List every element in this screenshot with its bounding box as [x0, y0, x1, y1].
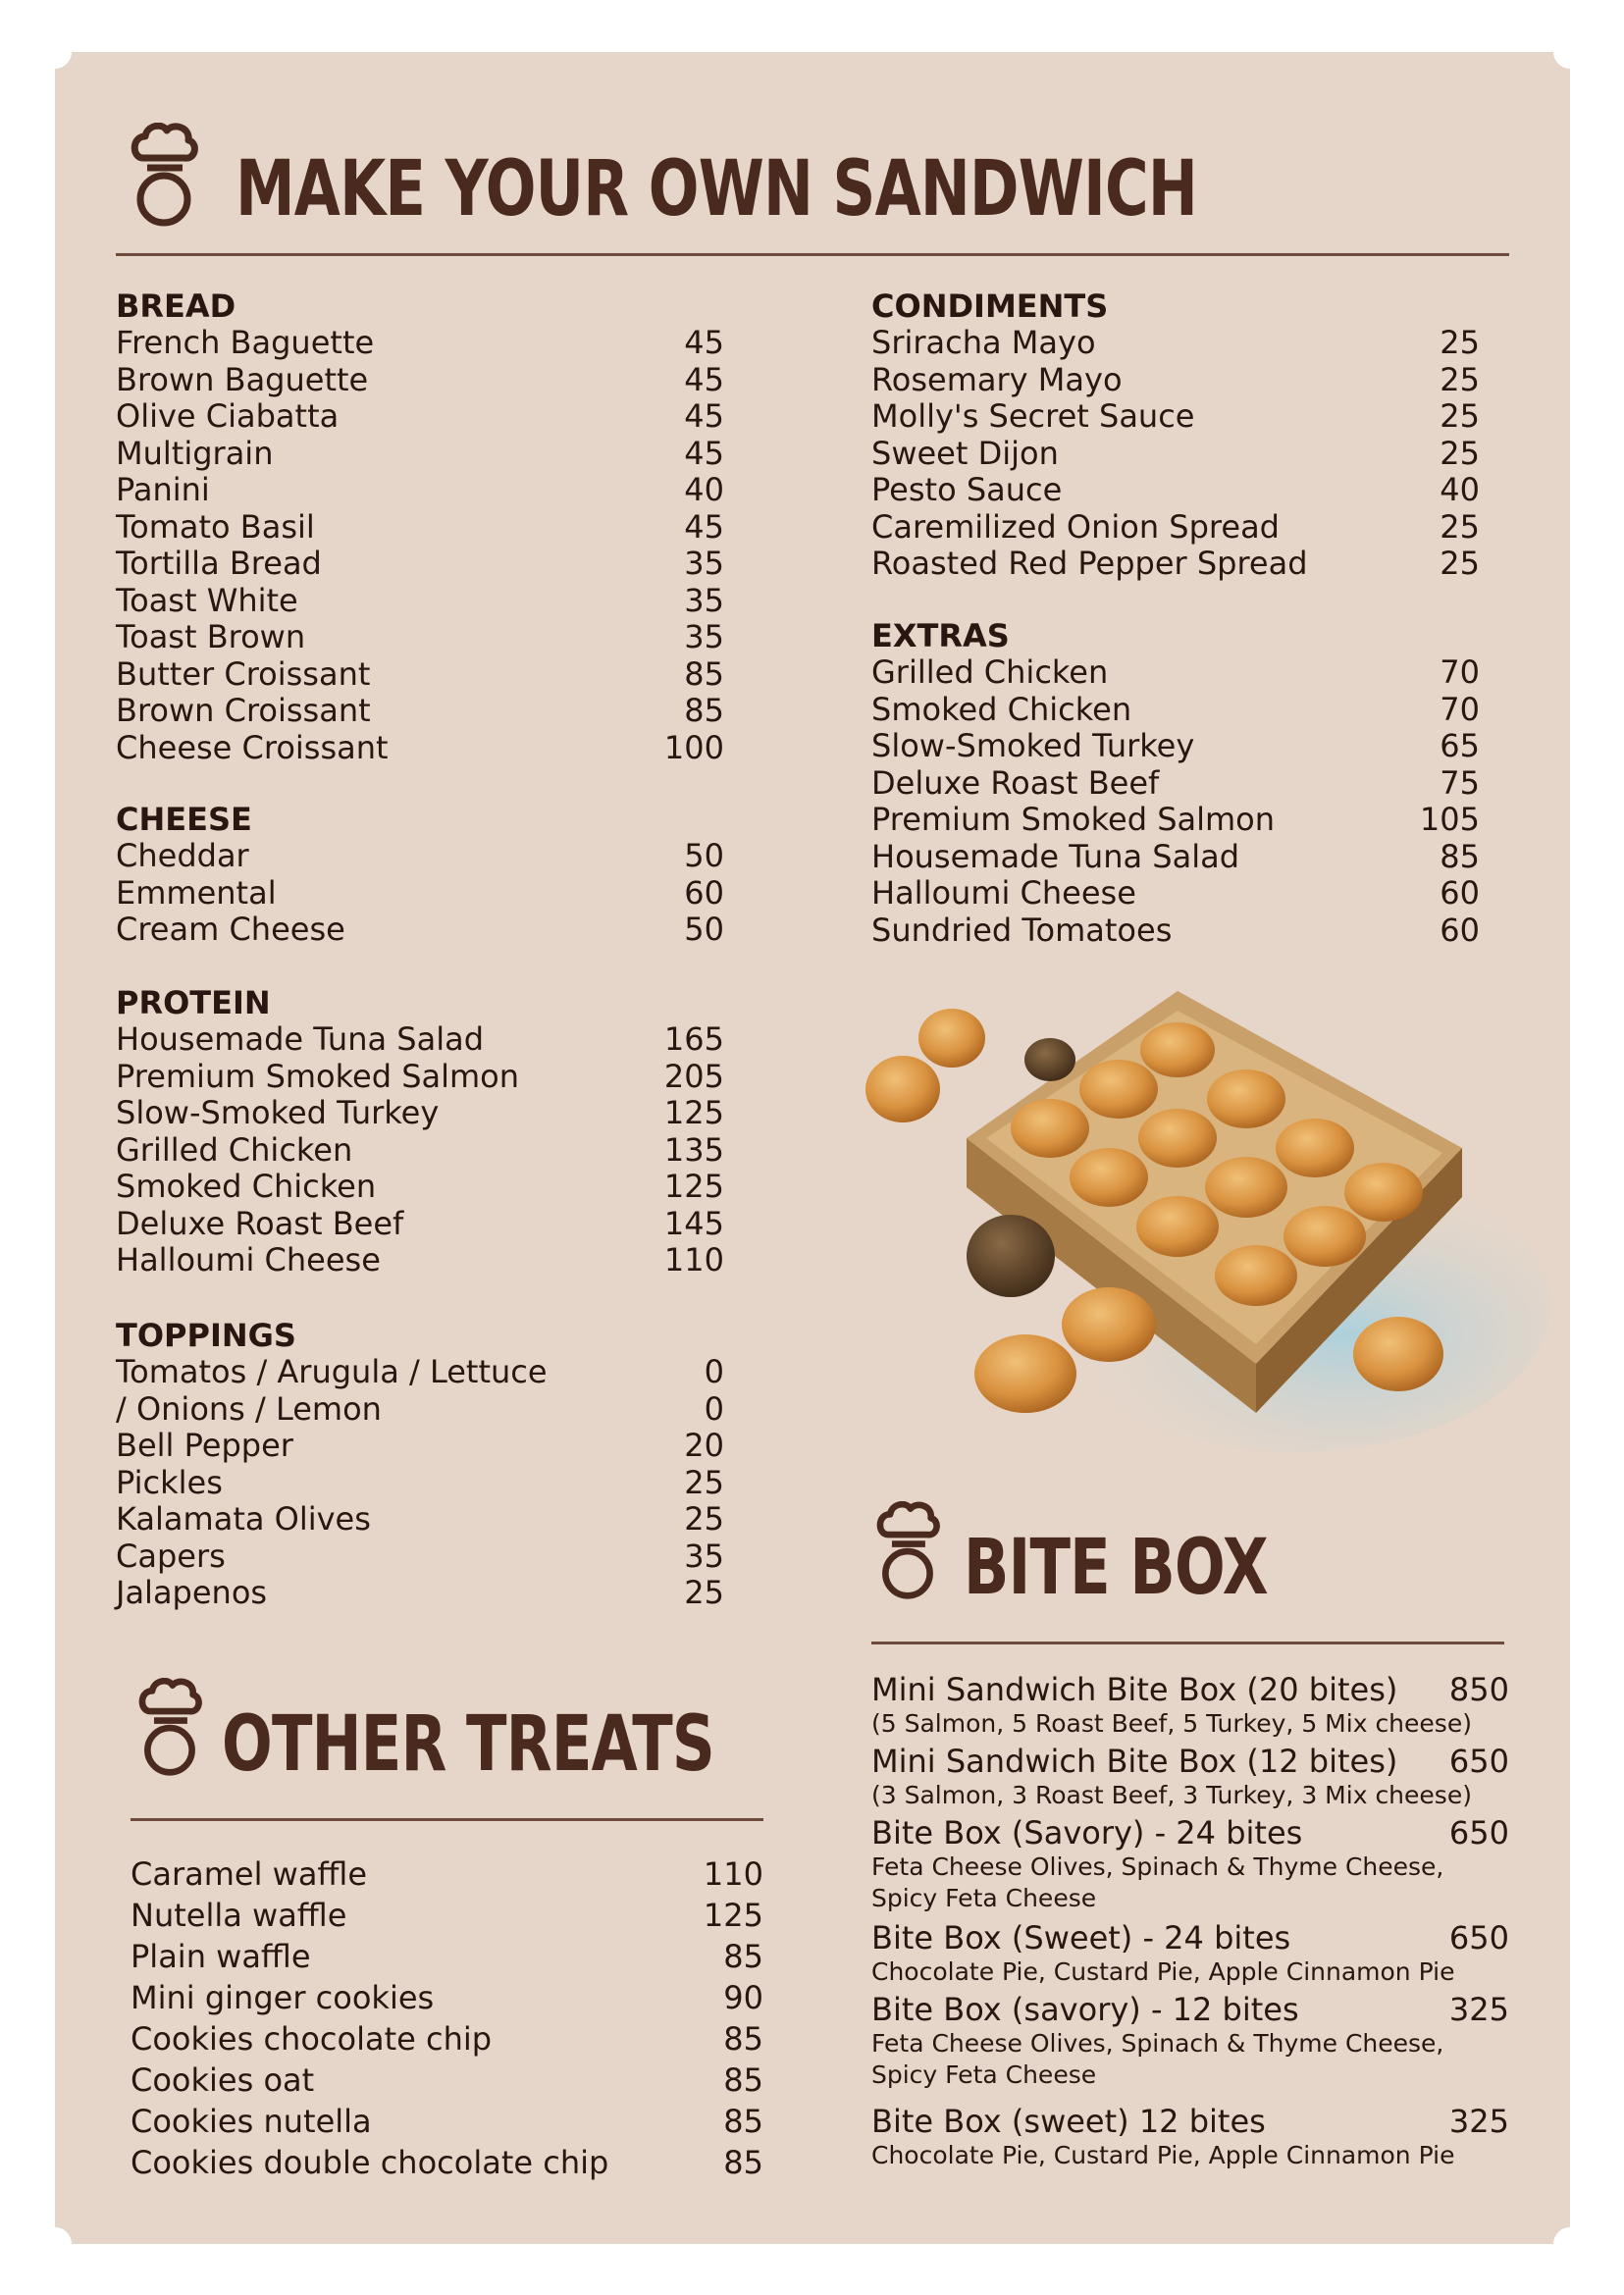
bite-box-divider	[871, 1642, 1504, 1644]
menu-item-row	[116, 730, 724, 767]
menu-item-row	[116, 838, 724, 875]
protein-section	[116, 985, 724, 1279]
section-title: CHEESE	[116, 801, 252, 838]
item-name: Molly's Secret Sauce	[871, 397, 1195, 435]
item-price: 70	[1440, 690, 1480, 728]
item-price: 85	[684, 654, 724, 693]
menu-item-row	[116, 1059, 724, 1096]
item-price: 45	[684, 507, 724, 546]
item-name: Cookies double chocolate chip	[131, 2144, 609, 2181]
bread-section	[116, 288, 724, 766]
item-price: 25	[1440, 434, 1480, 472]
section-title: PROTEIN	[116, 984, 271, 1021]
list-item	[871, 1814, 1509, 1914]
item-price: 25	[684, 1574, 724, 1611]
item-name: French Baguette	[116, 324, 375, 361]
section-title: EXTRAS	[871, 617, 1010, 654]
menu-item-row	[116, 1021, 724, 1059]
corner-notch	[1553, 2227, 1587, 2261]
item-price: 0	[704, 1389, 724, 1428]
item-price: 0	[704, 1353, 724, 1390]
bite-box-heading: BITE BOX	[964, 1524, 1268, 1612]
item-name: Pesto Sauce	[871, 471, 1063, 508]
condiments-list	[871, 325, 1480, 583]
item-price: 100	[663, 728, 724, 766]
cheese-section	[116, 802, 724, 949]
item-name: Deluxe Roast Beef	[871, 763, 1160, 802]
menu-item-row	[116, 1095, 724, 1132]
item-name: Butter Croissant	[116, 654, 371, 693]
item-price: 110	[703, 1855, 763, 1893]
item-price: 60	[684, 873, 724, 912]
menu-item-row	[116, 1206, 724, 1243]
item-description: Spicy Feta Cheese	[871, 2060, 1097, 2089]
make-your-own-heading: MAKE YOUR OWN SANDWICH	[236, 145, 1197, 234]
item-description: Feta Cheese Olives, Spinach & Thyme Cheese,	[871, 2029, 1444, 2058]
condiments-section	[871, 288, 1480, 583]
item-name: Caramel waffle	[131, 1855, 368, 1893]
menu-item-row	[131, 2060, 763, 2101]
item-name: Slow-Smoked Turkey	[116, 1094, 440, 1131]
item-price: 45	[684, 324, 724, 361]
menu-item-row	[131, 1895, 763, 1936]
item-name: Mini ginger cookies	[131, 1979, 435, 2016]
chef-hat-icon	[130, 123, 198, 231]
other-treats-list	[131, 1853, 763, 2183]
item-name: Mini Sandwich Bite Box (20 bites)	[871, 1671, 1398, 1708]
item-price: 85	[1440, 837, 1480, 875]
menu-item-row	[131, 2018, 763, 2060]
item-price: 110	[663, 1241, 724, 1278]
menu-item-row	[116, 1575, 724, 1612]
chef-hat-icon	[875, 1501, 940, 1603]
menu-item-row	[116, 1391, 724, 1429]
menu-item-row	[116, 1539, 724, 1576]
extras-list	[871, 654, 1480, 949]
menu-item-row	[871, 692, 1480, 729]
item-price: 650	[1448, 1743, 1509, 1780]
menu-item-row	[871, 546, 1480, 583]
toppings-section	[116, 1318, 724, 1612]
menu-item-row	[131, 2101, 763, 2142]
menu-item-row	[131, 2142, 763, 2183]
menu-item-row	[871, 875, 1480, 913]
item-name: Housemade Tuna Salad	[871, 837, 1239, 875]
item-name: Slow-Smoked Turkey	[871, 727, 1195, 764]
section-title: BREAD	[116, 287, 236, 325]
bite-box-list	[871, 1671, 1509, 2181]
other-treats-heading: OTHER TREATS	[222, 1700, 714, 1789]
item-name: Pickles	[116, 1463, 223, 1501]
item-price: 650	[1448, 1919, 1509, 1956]
item-price: 325	[1448, 1991, 1509, 2028]
item-price: 35	[684, 581, 724, 619]
menu-item-row	[116, 1501, 724, 1539]
menu-item-row	[116, 1428, 724, 1465]
menu-item-row	[871, 839, 1480, 876]
item-name: Rosemary Mayo	[871, 360, 1123, 398]
section-title: TOPPINGS	[116, 1317, 296, 1354]
item-name: Tomatos / Arugula / Lettuce	[116, 1353, 548, 1390]
list-item	[871, 1743, 1509, 1811]
item-name: Halloumi Cheese	[116, 1241, 381, 1278]
item-name: Toast White	[116, 581, 298, 619]
item-price: 85	[723, 2061, 763, 2099]
item-name: Multigrain	[116, 434, 274, 472]
item-name: Cheddar	[116, 837, 249, 874]
item-name: Toast Brown	[116, 618, 306, 655]
list-item	[871, 2103, 1509, 2171]
item-name: Panini	[116, 471, 210, 508]
item-price: 45	[684, 434, 724, 472]
item-name: Sriracha Mayo	[871, 324, 1096, 361]
menu-item-row	[116, 509, 724, 547]
menu-item-row	[116, 912, 724, 949]
item-name: Cookies nutella	[131, 2103, 372, 2140]
item-name: Bell Pepper	[116, 1427, 293, 1464]
item-price: 65	[1440, 727, 1480, 764]
item-name: Bite Box (Sweet) - 24 bites	[871, 1919, 1291, 1956]
item-price: 85	[723, 2020, 763, 2058]
item-name: Bite Box (savory) - 12 bites	[871, 1991, 1299, 2028]
item-price: 20	[684, 1427, 724, 1464]
item-name: Premium Smoked Salmon	[871, 801, 1276, 838]
item-price: 25	[684, 1500, 724, 1538]
item-price: 60	[1440, 874, 1480, 912]
item-name: Sweet Dijon	[871, 434, 1059, 472]
menu-item-row	[116, 1354, 724, 1391]
menu-item-row	[871, 802, 1480, 839]
item-price: 125	[663, 1168, 724, 1205]
menu-item-row	[871, 436, 1480, 473]
list-item	[871, 1671, 1509, 1740]
item-name: Caremilized Onion Spread	[871, 507, 1280, 546]
item-name: Tomato Basil	[116, 507, 315, 546]
menu-item-row	[871, 728, 1480, 765]
item-name: Cookies oat	[131, 2061, 315, 2099]
item-price: 205	[663, 1057, 724, 1095]
item-name: Tortilla Bread	[116, 545, 322, 582]
menu-item-row	[871, 398, 1480, 436]
item-price: 85	[723, 1938, 763, 1975]
menu-item-row	[116, 1465, 724, 1502]
item-name: Sundried Tomatoes	[871, 911, 1173, 949]
item-price: 85	[723, 2103, 763, 2140]
item-price: 135	[663, 1130, 724, 1169]
corner-notch	[1553, 35, 1587, 69]
item-name: Brown Croissant	[116, 692, 371, 729]
item-name: Roasted Red Pepper Spread	[871, 545, 1308, 582]
item-name: Housemade Tuna Salad	[116, 1020, 484, 1058]
item-price: 40	[1440, 471, 1480, 508]
menu-item-row	[131, 1977, 763, 2018]
item-price: 50	[684, 911, 724, 948]
item-name: Capers	[116, 1537, 226, 1575]
menu-item-row	[116, 398, 724, 436]
menu-item-row	[116, 583, 724, 620]
item-name: Cookies chocolate chip	[131, 2020, 493, 2058]
menu-item-row	[116, 656, 724, 694]
item-name: Nutella waffle	[131, 1897, 347, 1934]
item-name: Kalamata Olives	[116, 1500, 371, 1538]
list-item	[871, 1991, 1509, 2091]
section-title: CONDIMENTS	[871, 287, 1109, 325]
item-price: 25	[1440, 545, 1480, 582]
menu-item-row	[116, 472, 724, 509]
menu-item-row	[871, 325, 1480, 362]
item-price: 105	[1419, 801, 1480, 838]
item-name: Bite Box (Savory) - 24 bites	[871, 1814, 1303, 1852]
menu-item-row	[871, 362, 1480, 399]
corner-notch	[38, 35, 72, 69]
other-treats-divider	[131, 1818, 763, 1821]
header-divider	[116, 253, 1509, 256]
item-price: 40	[684, 471, 724, 508]
item-description: Chocolate Pie, Custard Pie, Apple Cinnamon Pie	[871, 1957, 1455, 1986]
item-name: Jalapenos	[116, 1574, 268, 1611]
item-price: 165	[663, 1020, 724, 1058]
item-price: 650	[1448, 1814, 1509, 1852]
chef-hat-icon	[137, 1678, 202, 1780]
item-price: 125	[663, 1094, 724, 1131]
other-treats-section	[131, 1853, 763, 2183]
menu-item-row	[116, 436, 724, 473]
list-item	[871, 1919, 1509, 1988]
item-price: 25	[1440, 507, 1480, 546]
item-name: / Onions / Lemon	[116, 1389, 382, 1428]
item-price: 145	[663, 1204, 724, 1242]
item-name: Emmental	[116, 873, 277, 912]
item-price: 35	[684, 618, 724, 655]
item-description: Chocolate Pie, Custard Pie, Apple Cinnamon Pie	[871, 2141, 1455, 2169]
item-price: 35	[684, 1537, 724, 1575]
item-price: 70	[1440, 653, 1480, 691]
item-name: Smoked Chicken	[116, 1168, 377, 1205]
extras-section	[871, 618, 1480, 949]
menu-item-row	[116, 1132, 724, 1170]
item-name: Grilled Chicken	[116, 1130, 353, 1169]
item-name: Premium Smoked Salmon	[116, 1057, 520, 1095]
item-price: 850	[1448, 1671, 1509, 1708]
menu-item-row	[116, 1242, 724, 1279]
menu-item-row	[871, 765, 1480, 803]
item-name: Cream Cheese	[116, 911, 345, 948]
item-price: 325	[1448, 2103, 1509, 2140]
item-name: Smoked Chicken	[871, 690, 1132, 728]
menu-item-row	[116, 1169, 724, 1206]
toppings-list	[116, 1354, 724, 1612]
item-name: Olive Ciabatta	[116, 397, 340, 435]
item-description: Spicy Feta Cheese	[871, 1884, 1097, 1912]
protein-list	[116, 1021, 724, 1279]
item-price: 25	[1440, 360, 1480, 398]
item-price: 45	[684, 397, 724, 435]
menu-item-row	[116, 875, 724, 913]
item-price: 85	[723, 2144, 763, 2181]
item-name: Plain waffle	[131, 1938, 311, 1975]
bread-list	[116, 325, 724, 766]
item-description: (5 Salmon, 5 Roast Beef, 5 Turkey, 5 Mix cheese)	[871, 1709, 1472, 1738]
item-description: Feta Cheese Olives, Spinach & Thyme Cheese,	[871, 1852, 1444, 1881]
item-name: Grilled Chicken	[871, 653, 1109, 691]
menu-item-row	[116, 546, 724, 583]
item-price: 75	[1440, 763, 1480, 802]
item-price: 25	[1440, 324, 1480, 361]
menu-item-row	[871, 654, 1480, 692]
item-name: Bite Box (sweet) 12 bites	[871, 2103, 1266, 2140]
menu-item-row	[116, 693, 724, 730]
item-name: Deluxe Roast Beef	[116, 1204, 404, 1242]
menu-item-row	[131, 1853, 763, 1895]
bite-box-photo	[864, 981, 1550, 1491]
item-name: Brown Baguette	[116, 360, 369, 398]
item-name: Halloumi Cheese	[871, 874, 1136, 912]
item-price: 60	[1440, 911, 1480, 949]
menu-item-row	[871, 509, 1480, 547]
item-price: 125	[703, 1897, 763, 1934]
item-price: 85	[684, 692, 724, 729]
item-name: Cheese Croissant	[116, 728, 389, 766]
item-price: 45	[684, 360, 724, 398]
menu-item-row	[871, 472, 1480, 509]
item-name: Mini Sandwich Bite Box (12 bites)	[871, 1743, 1398, 1780]
item-description: (3 Salmon, 3 Roast Beef, 3 Turkey, 3 Mix cheese)	[871, 1781, 1472, 1809]
menu-item-row	[116, 619, 724, 656]
menu-item-row	[871, 913, 1480, 950]
item-price: 90	[723, 1979, 763, 2016]
item-price: 25	[1440, 397, 1480, 435]
menu-item-row	[131, 1936, 763, 1977]
item-price: 50	[684, 837, 724, 874]
cheese-list	[116, 838, 724, 949]
menu-item-row	[116, 325, 724, 362]
menu-item-row	[116, 362, 724, 399]
item-price: 35	[684, 545, 724, 582]
item-price: 25	[684, 1463, 724, 1501]
corner-notch	[38, 2227, 72, 2261]
